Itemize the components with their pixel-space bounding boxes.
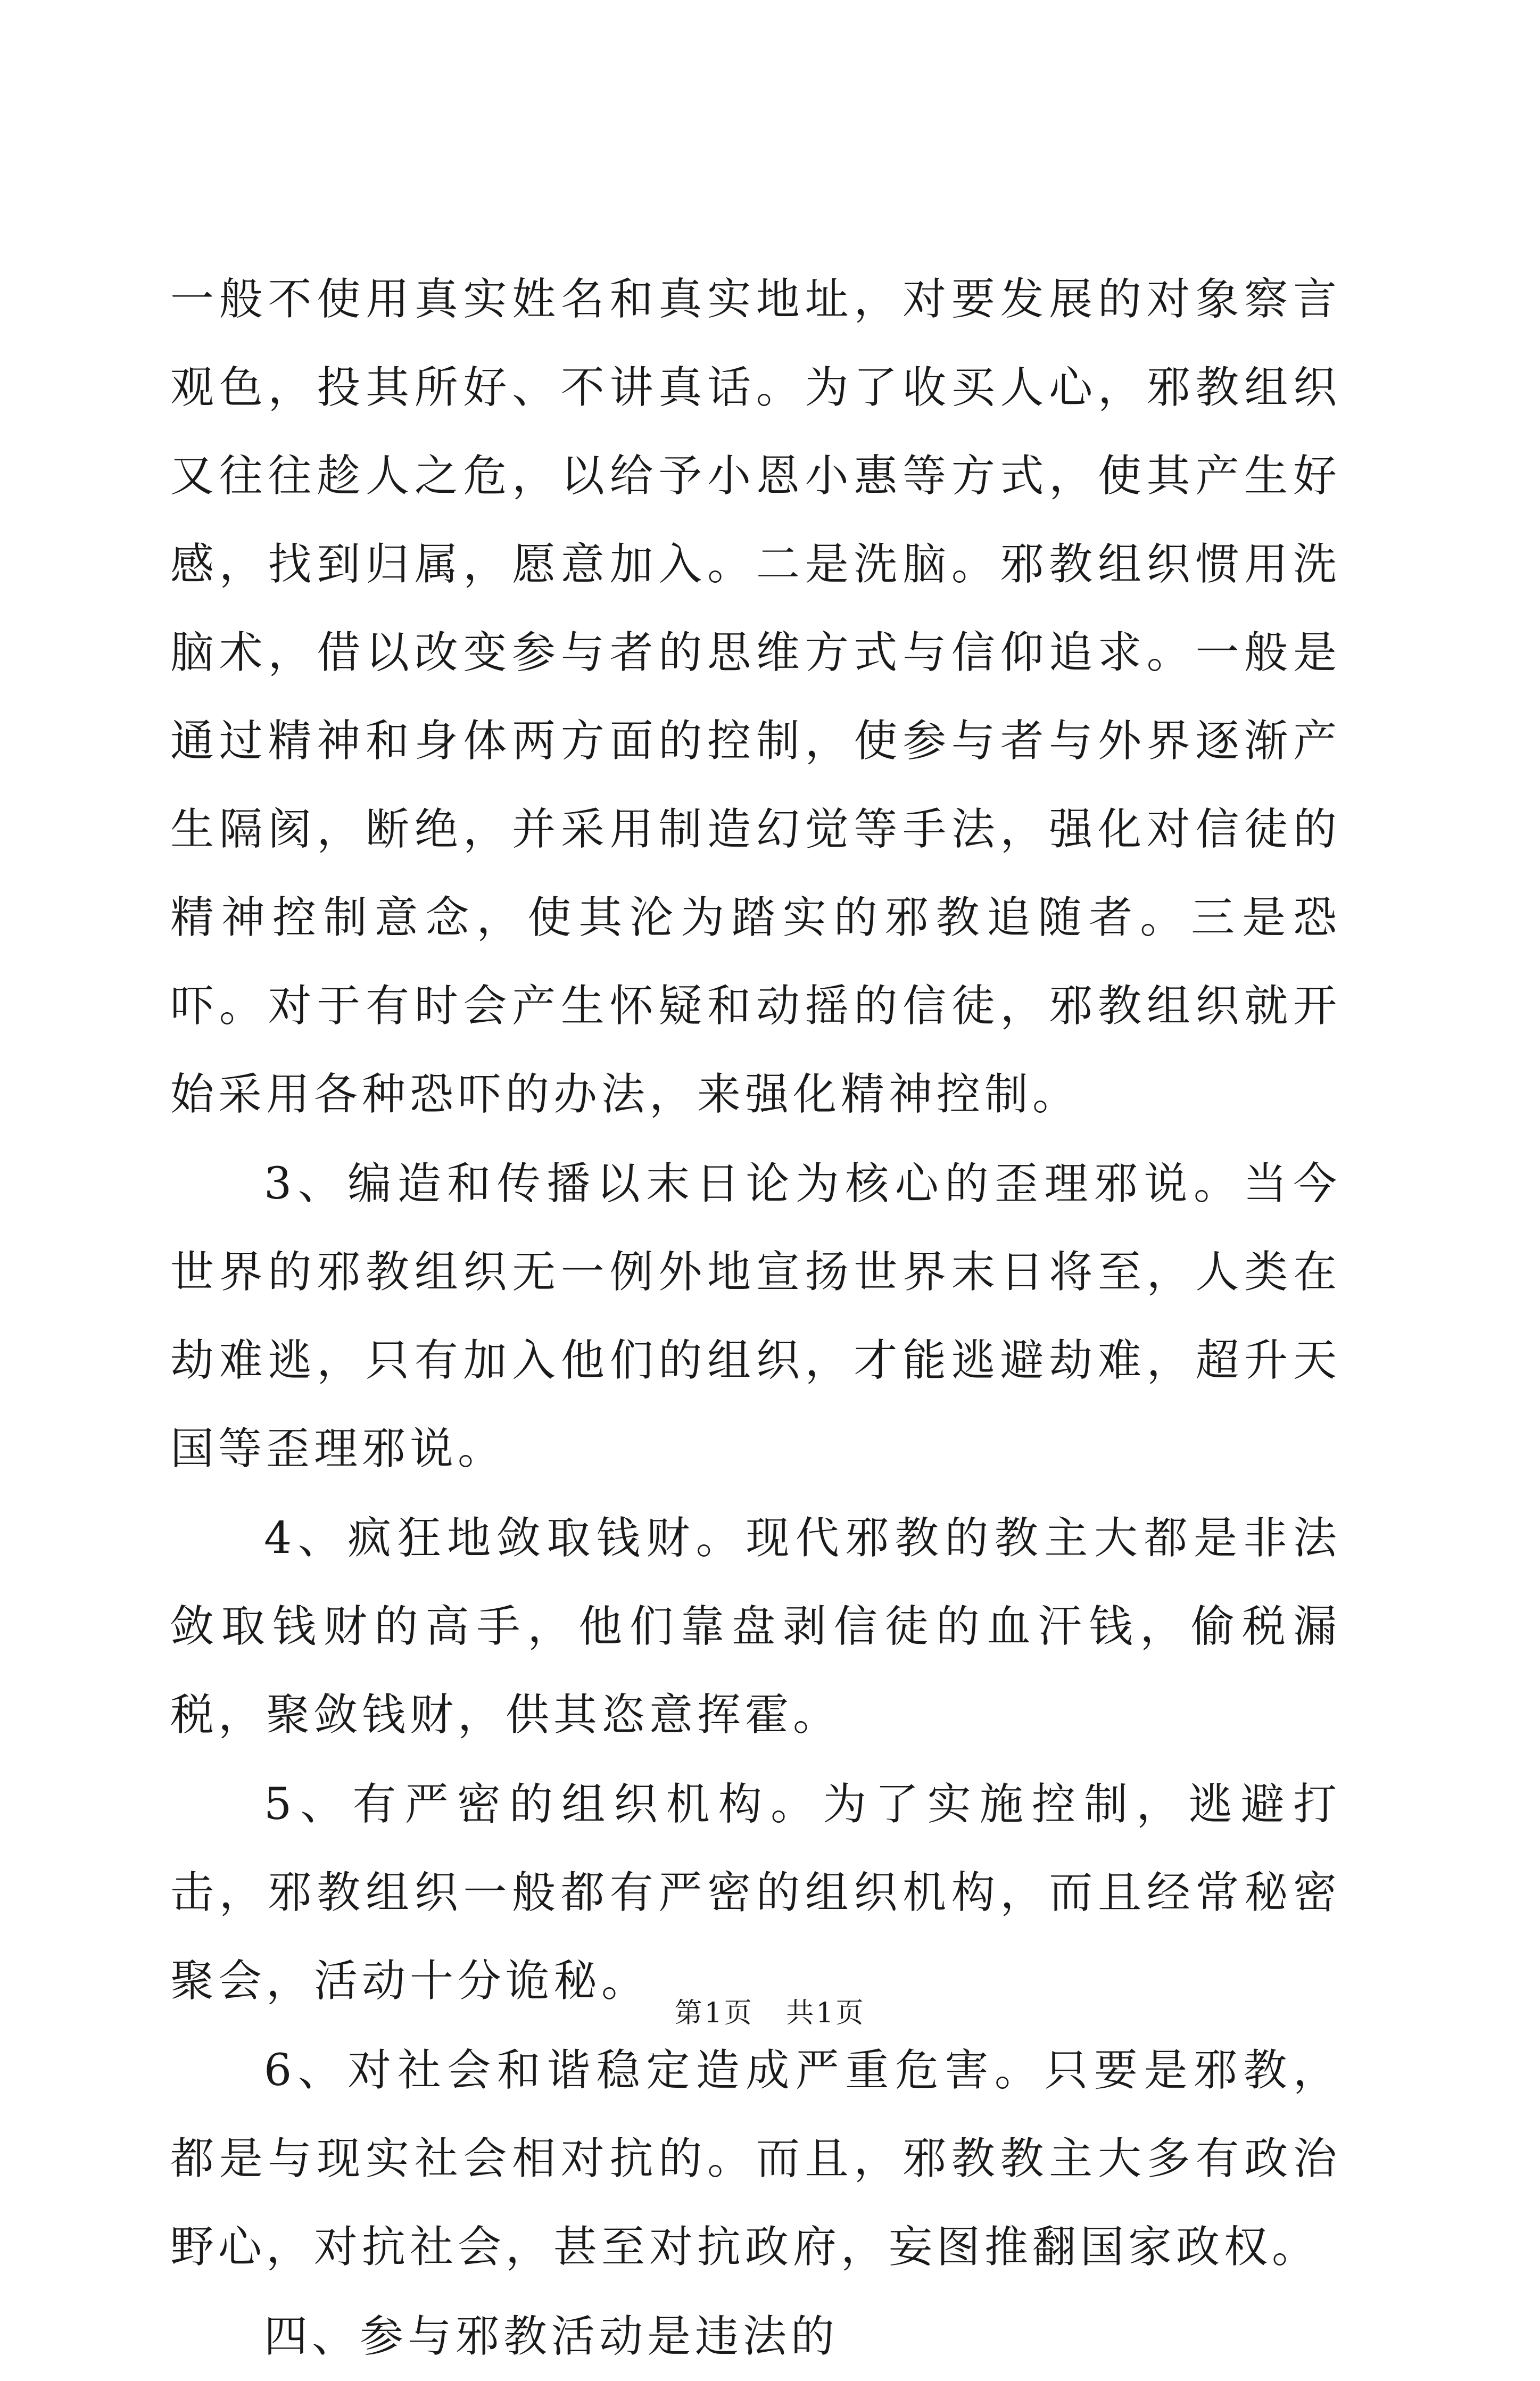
page-number: 第1页 <box>674 1997 754 2029</box>
paragraph-item-6: 6、对社会和谐稳定造成严重危害。只要是邪教，都是与现实社会相对抗的。而且，邪教教主大多有政治野心，对抗社会，甚至对抗政府，妄图推翻国家政权。 <box>170 2045 1341 2272</box>
section-heading: 四、参与邪教活动是违法的 <box>264 2311 839 2362</box>
document-body <box>170 255 1341 2381</box>
paragraph-item-3: 3、编造和传播以末日论为核心的歪理邪说。当今世界的邪教组织无一例外地宣扬世界末日将至，人类在劫难逃，只有加入他们的组织，才能逃避劫难，超升天国等歪理邪说。 <box>170 1159 1341 1474</box>
page-footer <box>0 1990 1540 2030</box>
paragraph-item-4: 4、疯狂地敛取钱财。现代邪教的教主大都是非法敛取钱财的高手，他们靠盘剥信徒的血汗钱，偷税漏税，聚敛钱财，供其恣意挥霍。 <box>170 1513 1341 1740</box>
paragraph-item-5: 5、有严密的组织机构。为了实施控制，逃避打击，邪教组织一般都有严密的组织机构，而且经常秘密聚会，活动十分诡秘。 <box>170 1779 1341 2006</box>
paragraph-continuation: 一般不使用真实姓名和真实地址，对要发展的对象察言观色，投其所好、不讲真话。为了收买人心，邪教组织又往往趁人之危，以给予小恩小惠等方式，使其产生好感，找到归属，愿意加入。二是洗脑。邪教组织惯用洗脑术，借以改变参与者的思维方式与信仰追求。一般是通过精神和身体两方面的控制，使参与者与外界逐渐产生隔阂，断绝，并采用制造幻觉等手法，强化对信徒的精神控制意念，使其沦为踏实的邪教追随者。三是恐吓。对于有时会产生怀疑和动摇的信徒，邪教组织就开始采用各种恐吓的办法，来强化精神控制。 <box>170 274 1341 1120</box>
page-total: 共1页 <box>786 1997 866 2029</box>
